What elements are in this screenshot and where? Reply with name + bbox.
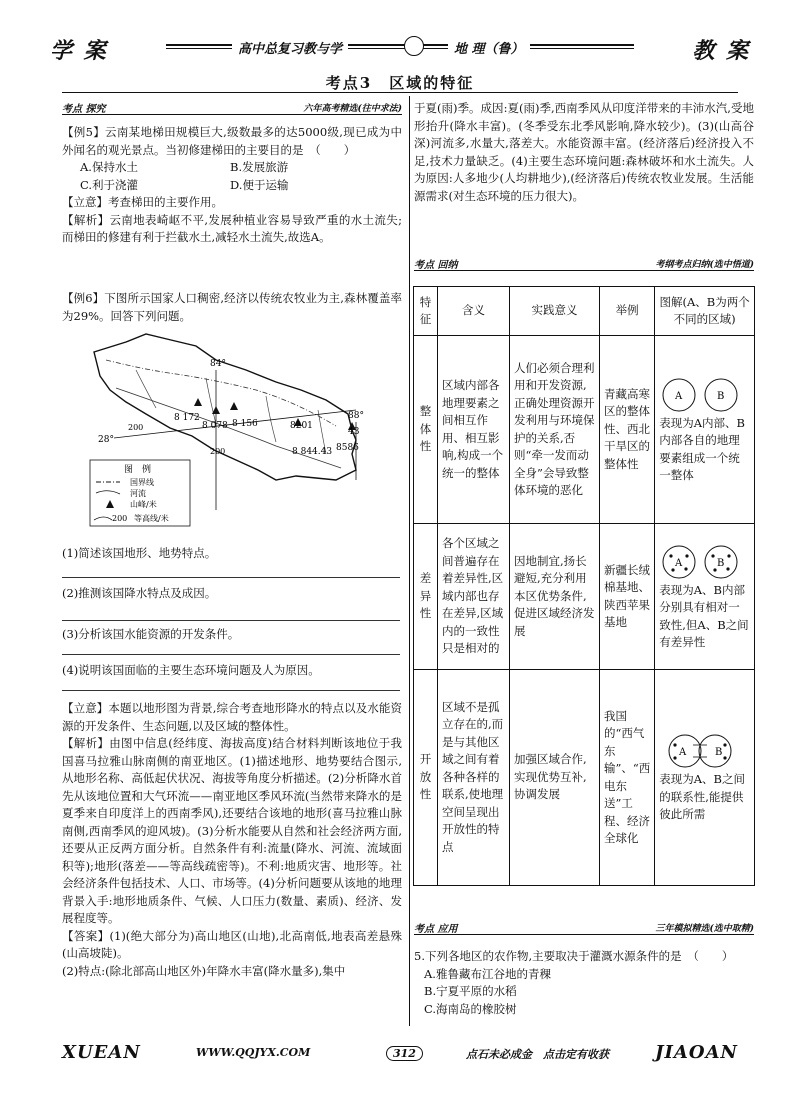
diagram-text: 表现为A、B内部分别具有相对一致性,但A、B之间有差异性 [659, 582, 749, 649]
diagram-label-a: A [675, 557, 683, 569]
legend-border: 国界线 [130, 478, 154, 487]
example-6-explanation [62, 700, 402, 980]
cell-feature: 整体性 [414, 336, 438, 524]
section-review-label: 考点 回纳 [414, 260, 458, 271]
section-apply-note: 三年模拟精选(选中取精) [655, 924, 754, 934]
label-peak-8172: 8 172 [174, 413, 200, 423]
diagram-label-a: A [679, 747, 687, 759]
footer-left-tag: XUEAN [62, 1042, 141, 1063]
answer-line-1[interactable] [62, 577, 400, 578]
table-header: 举例 [600, 287, 655, 336]
section-review-note: 考纲考点归纳(选中悟道) [655, 260, 754, 270]
cell-practice: 因地制宜,扬长避短,充分利用本区优势条件,促进区域经济发展 [510, 524, 600, 670]
legend-peak: 山峰/米 [130, 500, 157, 509]
question-5 [414, 948, 754, 1018]
diagram-openness [659, 731, 745, 771]
example-5-question: 【例5】云南某地梯田规模巨大,级数最多的达5000级,现已成为中外闻名的观光景点。当初修建梯田的主要目的是 （ ） [62, 125, 402, 157]
diagram-label-a: A [675, 390, 683, 402]
peak-8078-icon [212, 406, 220, 414]
country-border [94, 334, 356, 480]
question-3: (3)分析该国水能资源的开发条件。 [62, 627, 240, 641]
question-1: (1)简述该国地形、地势特点。 [62, 546, 217, 560]
peak-8156-icon [230, 402, 238, 410]
table-row [414, 524, 755, 670]
table-header: 图解(A、B为两个不同的区域) [655, 287, 755, 336]
cell-diagram [655, 670, 755, 886]
question-5-option-b[interactable]: B.宁夏平原的水稻 [424, 984, 517, 998]
question-5-option-c[interactable]: C.海南岛的橡胶树 [424, 1001, 517, 1016]
table-row [414, 670, 755, 886]
example-6-question: 【例6】下图所示国家人口稠密,经济以传统农牧业为主,森林覆盖率为29%。回答下列问题。 [62, 291, 402, 323]
question-5-stem: 5.下列各地区的农作物,主要取决于灌溉水源条件的是 （ ） [414, 949, 734, 963]
nepal-map [86, 330, 376, 530]
cell-example: 新疆长绒棉基地、陕西苹果基地 [600, 524, 655, 670]
cell-meaning: 各个区域之间普遍存在着差异性,区域内部也存在差异,区域内的一致性只是相对的 [438, 524, 510, 670]
label-43: 43 [348, 427, 360, 437]
example-5 [62, 124, 402, 247]
table-header: 实践意义 [510, 287, 600, 336]
answer-line-3[interactable] [62, 654, 400, 655]
cell-practice: 人们必须合理利用和开发资源,正确处理资源开发利用与环境保护的关系,否则“牵一发而动全身”会导致整体环境的恶化 [510, 336, 600, 524]
option-b: B.发展旅游 [230, 160, 289, 174]
diagram-text: 表现为A内部、B内部各自的地理要素组成一个统一整体 [659, 415, 746, 482]
cell-practice: 加强区域合作,实现优势互补,协调发展 [510, 670, 600, 886]
diagram-label-b: B [717, 390, 725, 402]
answer-continuation: 于夏(雨)季。成因:夏(雨)季,西南季风从印度洋带来的丰沛水汽,受地形抬升(降水丰富)。(冬季受东北季风影响,降水较少)。(3)(山高谷深)河流多,水量大,落差大。水能资源丰富。(经济落后)经济投入不足,技术力量缺乏。(4)主要生态环境问题:森林破坏和水土流失。人为原因:人多地少(人均耕地少),(经济落后)传统农牧业发展。生活能源需求(对生态环境的压力很大)。 [414, 101, 754, 203]
label-lon28: 28° [98, 435, 114, 445]
table-header: 含义 [438, 287, 510, 336]
diagram-integrity [659, 375, 745, 415]
cell-meaning: 区域不是孤立存在的,而是与其他区域之间有着各种各样的联系,使地理空间呈现出开放性的特点 [438, 670, 510, 886]
cell-meaning: 区域内部各地理要素之间相互作用、相互影响,构成一个统一的整体 [438, 336, 510, 524]
cell-feature: 开放性 [414, 670, 438, 886]
example-5-analysis: 【解析】云南地表崎岖不平,发展种植业容易导致严重的水土流失;而梯田的修建有利于拦截水土,减轻水土流失,故选A。 [62, 212, 402, 244]
cell-diagram [655, 336, 755, 524]
legend-title: 图 例 [124, 465, 152, 475]
peak-8172-icon [194, 398, 202, 406]
question-4: (4)说明该国面临的主要生态环境问题及人为原因。 [62, 663, 320, 677]
diagram-difference [659, 542, 745, 582]
question-2: (2)推测该国降水特点及成因。 [62, 586, 217, 600]
label-lat88: 88° [348, 411, 364, 421]
answer-line-4[interactable] [62, 690, 400, 691]
table-row [414, 336, 755, 524]
cell-feature: 差异性 [414, 524, 438, 670]
legend-river: 河流 [130, 489, 146, 498]
answer-line-2[interactable] [62, 620, 400, 621]
section-explore-bar [62, 100, 402, 115]
example-5-options-row1 [62, 159, 402, 177]
label-peak-8078: 8 078 [202, 421, 228, 431]
section-apply-bar [414, 920, 754, 935]
example-6-answer-1: 【答案】(1)(绝大部分为)高山地区(山地),北高南低,地表高差悬殊(山高坡陡)。 [62, 928, 402, 960]
table-header: 特征 [414, 287, 438, 336]
page-header [46, 32, 754, 64]
example-6-answer-2: (2)特点:(除北部高山地区外)年降水丰富(降水量多),集中 [62, 963, 346, 978]
diagram-text: 表现为A、B之间的联系性,能提供彼此所需 [659, 772, 746, 822]
table-header-row [414, 287, 755, 336]
label-peak-8201: 8201 [290, 421, 313, 431]
footer-url: WWW.QQJYX.COM [196, 1046, 311, 1059]
diagram-label-b: B [715, 747, 723, 759]
label-peak-8156: 8 156 [232, 419, 258, 429]
page-number: 312 [386, 1046, 423, 1061]
question-5-option-a[interactable]: A.雅鲁藏布江谷地的青稞 [424, 966, 551, 981]
section-review-bar [414, 256, 754, 271]
section-explore-label: 考点 探究 [62, 104, 106, 115]
example-5-intent: 【立意】考查梯田的主要作用。 [62, 195, 223, 209]
label-contour-b: 200 [210, 447, 226, 456]
option-d: D.便于运输 [230, 177, 289, 192]
page-footer [46, 1042, 754, 1064]
footer-slogan: 点石未必成金 点击定有收获 [466, 1048, 609, 1061]
header-subject: 地 理（鲁） [448, 38, 530, 57]
header-series: 高中总复习教与学 [232, 38, 348, 57]
column-separator [409, 96, 410, 1026]
header-left-tag: 学 案 [46, 34, 112, 65]
topic-title: 考点3 区域的特征 [325, 74, 475, 92]
legend-contour-value: 200 [112, 514, 128, 523]
region-feature-table [413, 286, 755, 886]
topic-rule [62, 92, 738, 93]
footer-right-tag: JIAOAN [654, 1042, 738, 1063]
example-6-intent: 【立意】本题以地形图为背景,综合考查地形降水的特点以及水能资源的开发条件、生态问题,以及区域的整体性。 [62, 701, 402, 733]
example-6-analysis: 【解析】由图中信息(经纬度、海拔高度)结合材料判断该地位于我国喜马拉雅山脉南侧的南亚地区。(1)描述地形、地势要结合图示,从地形名称、高低起伏状况、海拔等角度分析描述。(2)分析降水首先从该地位置和大气环流——南亚地区季风环流(当然带来降水的是夏季来自印度洋上的西南季风),还要结合该地的地形(喜马拉雅山脉南侧,西南季风的迎风坡)。(3)分析水能要从自然和社会经济两方面,还要从正反两方面分析。自然条件有利:流量(降水、河流、流域面积等);地形(落差——等高线疏密等)。不利:地质灾害、地形等。社会经济条件包括技术、人口、市场等。(4)分析问题要从该地的地理背景入手:地形地质条件、气候、人口压力(数量、素质)、经济、发展程度等。 [62, 736, 402, 925]
option-a: A.保持水土 [80, 160, 138, 174]
label-peak-8844: 8 844.43 [292, 447, 333, 457]
legend-contour: 等高线/米 [134, 514, 169, 523]
emblem-icon [404, 36, 424, 56]
option-c: C.利于浇灌 [80, 177, 139, 192]
section-apply-label: 考点 应用 [414, 924, 458, 935]
cell-diagram [655, 524, 755, 670]
cell-example: 我国的“西气东输”、“西电东送”工程、经济全球化 [600, 670, 655, 886]
example-5-options-row2 [62, 177, 402, 195]
section-explore-note: 六年高考精选(往中求法) [303, 104, 402, 114]
diagram-label-b: B [717, 557, 725, 569]
rivers [136, 370, 326, 454]
cell-example: 青藏高寒区的整体性、西北干旱区的整体性 [600, 336, 655, 524]
label-contour-a: 200 [128, 423, 144, 432]
label-peak-8586: 8586 [336, 443, 359, 453]
header-right-tag: 教 案 [688, 34, 754, 65]
label-lat84: 84° [210, 359, 226, 369]
